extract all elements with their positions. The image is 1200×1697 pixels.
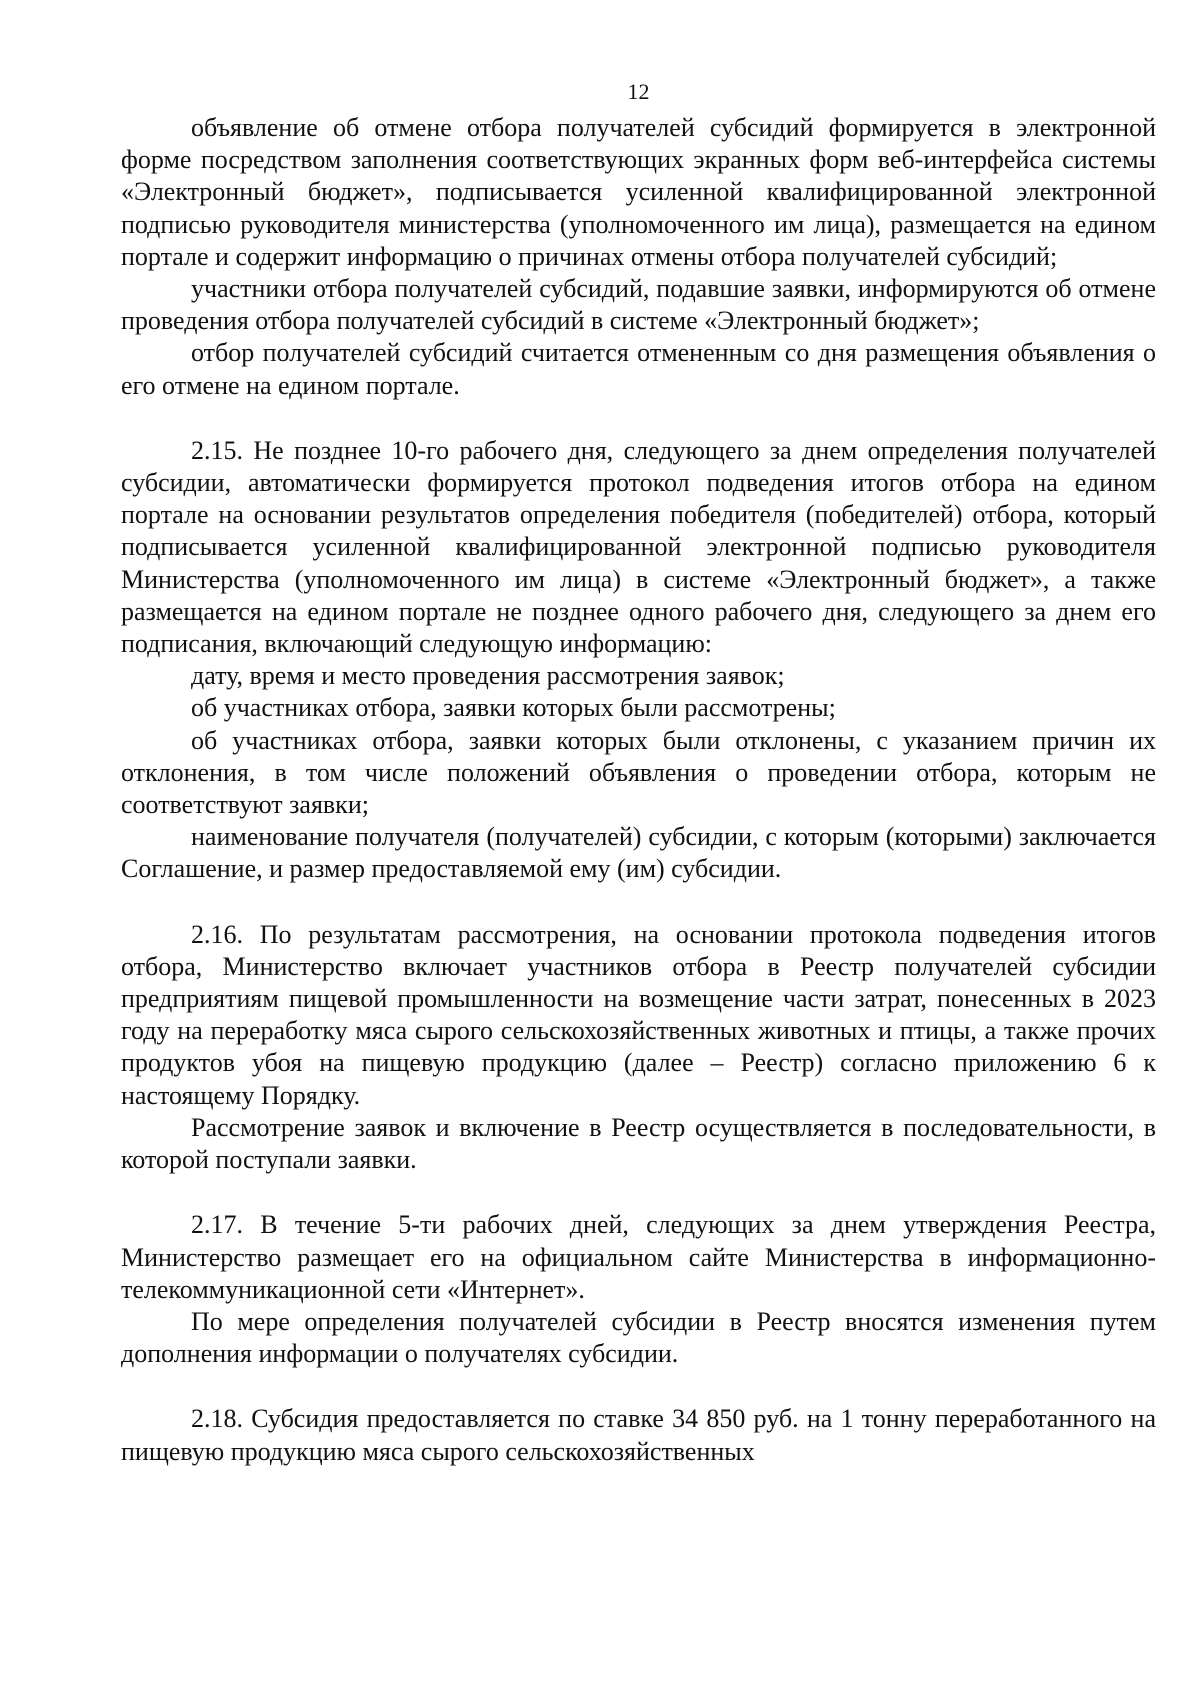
paragraph-2-17: 2.17. В течение 5-ти рабочих дней, следующих за днем утверждения Реестра, Министерство размещает его на официальном сайте Министерства в информационно-телекоммуникационной сети «Интернет».: [121, 1210, 1156, 1304]
paragraph-2-15-item-rejected: об участниках отбора, заявки которых были отклонены, с указанием причин их отклонения, в том числе положений объявления о проведении отбора, которым не соответствуют заявки;: [121, 725, 1156, 820]
paragraph-2-16: 2.16. По результатам рассмотрения, на основании протокола подведения итогов отбора, Министерство включает участников отбора в Реестр получателей субсидии предприятиям пищевой промышленности на возмещение части затрат, понесенных в 2023 году на переработку мяса сырого сельскохозяйственных животных и птицы, а также прочих продуктов убоя на пищевую продукцию (далее – Реестр) согласно приложению 6 к настоящему Порядку.: [121, 919, 1156, 1110]
paragraph-2-17-changes: По мере определения получателей субсидии в Реестр вносятся изменения путем дополнения информации о получателях субсидии.: [121, 1306, 1156, 1369]
document-page: [121, 78, 1156, 1467]
paragraph-cancellation-notice: объявление об отмене отбора получателей субсидий формируется в электронной форме посредством заполнения соответствующих экранных форм веб-интерфейса системы «Электронный бюджет», подписывается усиленной квалифицированной электронной подписью руководителя министерства (уполномоченного им лица), размещается на едином портале и содержит информацию о причинах отмены отбора получателей субсидий;: [121, 113, 1156, 271]
paragraph-2-15-item-reviewed: об участниках отбора, заявки которых были рассмотрены;: [191, 693, 836, 723]
paragraph-2-15: 2.15. Не позднее 10-го рабочего дня, следующего за днем определения получателей субсидии, автоматически формируется протокол подведения итогов отбора на едином портале на основании результатов определения победителя (победителей) отбора, который подписывается усиленной квалифицированной электронной подписью руководителя Министерства (уполномоченного им лица) в системе «Электронный бюджет», а также размещается на едином портале не позднее одного рабочего дня, следующего за днем его подписания, включающий следующую информацию:: [121, 435, 1156, 659]
paragraph-2-16-order: Рассмотрение заявок и включение в Реестр осуществляется в последовательности, в которой поступали заявки.: [121, 1112, 1156, 1175]
paragraph-2-18: 2.18. Субсидия предоставляется по ставке 34 850 руб. на 1 тонну переработанного на пищевую продукцию мяса сырого сельскохозяйственных: [121, 1404, 1156, 1466]
page-number: 12: [627, 79, 650, 104]
paragraph-participants-informed: участники отбора получателей субсидий, подавшие заявки, информируются об отмене проведения отбора получателей субсидий в системе «Электронный бюджет»;: [121, 274, 1156, 336]
paragraph-2-15-item-recipient: наименование получателя (получателей) субсидии, с которым (которыми) заключается Соглашение, и размер предоставляемой ему (им) субсидии.: [121, 822, 1156, 884]
paragraph-2-15-item-date: дату, время и место проведения рассмотрения заявок;: [191, 661, 785, 691]
paragraph-selection-cancelled: отбор получателей субсидий считается отмененным со дня размещения объявления о его отмене на едином портале.: [121, 338, 1156, 400]
